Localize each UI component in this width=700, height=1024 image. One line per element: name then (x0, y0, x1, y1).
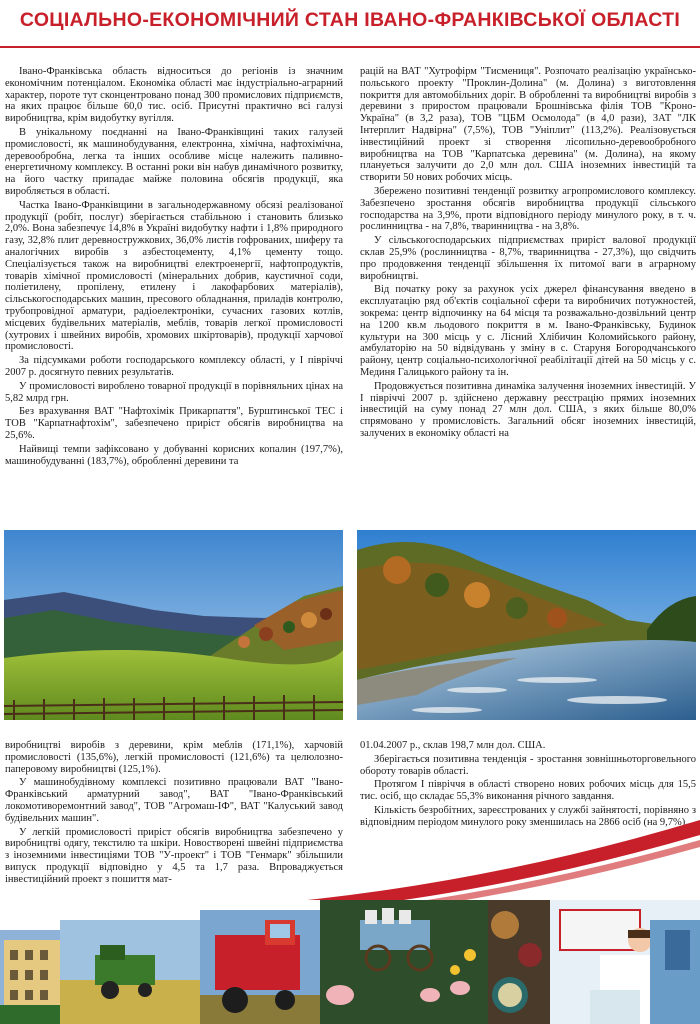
paragraph: У машинобудівному комплексі позитивно працювали ВАТ "Івано-Франківський арматурний завод", ВАТ "Івано-Франківський локомотиворемонтний завод", ТОВ "Агромаш-ІФ", ВАТ "Калуський завод будівельних машин". (5, 777, 343, 824)
paragraph: У промисловості вироблено товарної продукції в порівняльних цінах на 5,82 млрд грн. (5, 380, 343, 404)
paragraph: В унікальному поєднанні на Івано-Франківщині таких галузей промисловості, як машинобудування, електронна, хімічна, нафтохімічна, деревообробна, легка та інших особливе місце належить паливно-енергетичному комплексу. В останні роки він набув динамічного розвитку, на його частку припадає майже половина обсягів продукції, яка виробляється в області. (5, 126, 343, 197)
paragraph: У легкій промисловості приріст обсягів виробництва забезпечено у виробництві одягу, текстилю та шкіри. Новостворені швейні підприємства з іноземними інвестиціями ТОВ "У-проект" і ТОВ "Генмарк" збільшили випуск продукції відповідно у 4,5 та 1,7 раза. Впроваджується інвестиційний проект з пошиття мат- (5, 826, 343, 885)
paragraph: Протягом I півріччя в області створено нових робочих місць для 15,5 тис. осіб, що складає 55,3% виконання річного завдання. (360, 779, 696, 803)
building-photo (0, 930, 70, 1024)
river-landscape-photo (357, 530, 696, 720)
paragraph: Продовжується позитивна динаміка залучення іноземних інвестицій. У I півріччі 2007 р. здійснено державну реєстрацію прямих іноземних інвестицій на суму понад 27 млн дол. США, з яких більше 80,0% спрямовано у промисловість. Загальний обсяг іноземних інвестицій, залучених в економіку області на (360, 380, 696, 439)
article-column-right-top (360, 66, 696, 440)
title-divider (0, 46, 700, 48)
paragraph: Кількість безробітних, зареєстрованих у службі зайнятості, порівняно з відповідним періодом минулого року зменшилась на 2866 осіб (на 9,7%). (360, 804, 696, 828)
paragraph: рацій на ВАТ "Хутрофірм "Тисмениця". Розпочато реалізацію українсько-польського проекту "Проклин-Долина" (м. Долина) з виготовлення покриття для автомобільних доріг. В обробленні та виробництві виробів з деревини з приростом працювали Брошнівська філія ТОВ "Кроно-Україна" (в 3,2 раза), ТОВ "ЦБМ Осмолода" (в 4,0 рази), ЗАТ "ЛК Інтерплит Надвірна" (7,5%), ТОВ "Уніплит" (113,2%). Реалізовується інвестиційний проект зі створення лісопильно-деревообробного виробництва на ТОВ "Карпатська деревина" (м. Долина), на якому плануеться залучити до 2,0 млн дол. США іноземних інвестицій та створити 50 нових робочих місць. (360, 66, 696, 184)
page-title: СОЦІАЛЬНО-ЕКОНОМІЧНИЙ СТАН ІВАНО-ФРАНКІВСЬКОЇ ОБЛАСТІ (19, 8, 681, 31)
footer-photo-collage (0, 900, 700, 1024)
paragraph: Збережено позитивні тенденції розвитку агропромислового комплексу. Забезпечено зростання обсягів виробництва продукції сільського господарства на 3,9%, проти відповідного періоду минулого року, в т. ч. рослинництва - на 7,8%, тваринництва - на 3,8%. (360, 185, 696, 233)
paragraph: За підсумками роботи господарського комплексу області, у I півріччі 2007 р. досягнуто певних результатів. (5, 355, 343, 378)
mountain-landscape-photo (4, 530, 343, 720)
paragraph: У сільськогосподарських підприємствах приріст валової продукції склав 25,9% (рослинництва - 8,7%, тваринництва - 27,3%), що свідчить про продовження тенденції збільшення їх питомої ваги в аграрному виробництві. (360, 235, 696, 282)
paragraph: Івано-Франківська область відноситься до регіонів із значним економічним потенціалом. Економіка області має індустріально-аграрний характер, пороте тут сконцентровано понад 300 промислових підприємств, на яких працює більше 60,0 тис. осіб. Присутні практично всі галузі виробництва, крім видобутку вугілля. (5, 66, 343, 125)
paragraph: Від початку року за рахунок усіх джерел фінансування введено в експлуатацію ряд об'єктів соціальної сфери та виробничих потужностей, зокрема: центр відпочинку на 64 місця та розважально-дозвільний центр на 1200 кв.м льодового покриття в м. Івано-Франківську, Будинок культури на 300 місць у с. Лісний Хлібичин Коломийського району, амбулаторію на 50 відвідувань у зміну в с. Старуня Богородчанського району, центр соціально-психологічної реабілітації дітей на 50 місць у с. Мединя Галицького району та ін. (360, 284, 696, 378)
paragraph: Без врахування ВАТ "Нафтохімік Прикарпаття", Бурштинської ТЕС і ТОВ "Карпатнафтохім", забезпечено приріст обсягів виробництва на 25,6%. (5, 406, 343, 441)
paragraph: Зберігається позитивна тенденція - зростання зовнішньоторговельного обороту товарів області. (360, 753, 696, 777)
paragraph: Частка Івано-Франківщини в загальнодержавному обсязі реалізованої продукції (робіт, послуг) зберігається стабільною і становить близько 2,0%. Вона забезпечує 14,8% в Україні видобутку нафти і 1,8% природного газу, 32,8% плит деревностружкових, 36,0% листів гофрованих, шиферу та аналогічних виробів з азбестоцементу, 4,1% цементу тощо. Спеціалізується також на виробництві електроенергії, нафтопродуктів, товарів хімічної промисловості (мінеральних добрив, каустичної соди, поліетилену, пропілену, етилену і лакофарбових матеріалів), сільськогосподарських машин, пресового обладнання, приладів контролю, трубопровідної арматури, радіоелектроніки, сучасних газових котлів, місцевих будівельних матеріалів, меблів, товарів легкої промисловості (хутрових і швейних виробів, хромових шкіртоварів), продукції харчової промисловості. (5, 199, 343, 353)
article-column-left-top (5, 66, 343, 467)
paragraph: Найвищі темпи зафіксовано у добуванні корисних копалин (197,7%), машинобудуванні (183,7%), обробленні деревини та (5, 443, 343, 467)
paragraph: виробництві виробів з деревини, крім меблів (171,1%), харчовій промисловості (135,6%), легкій промисловості (121,6%) та целюлозно-паперовому виробництві (125,1%). (5, 740, 343, 775)
paragraph: 01.04.2007 р., склав 198,7 млн дол. США. (360, 740, 546, 751)
